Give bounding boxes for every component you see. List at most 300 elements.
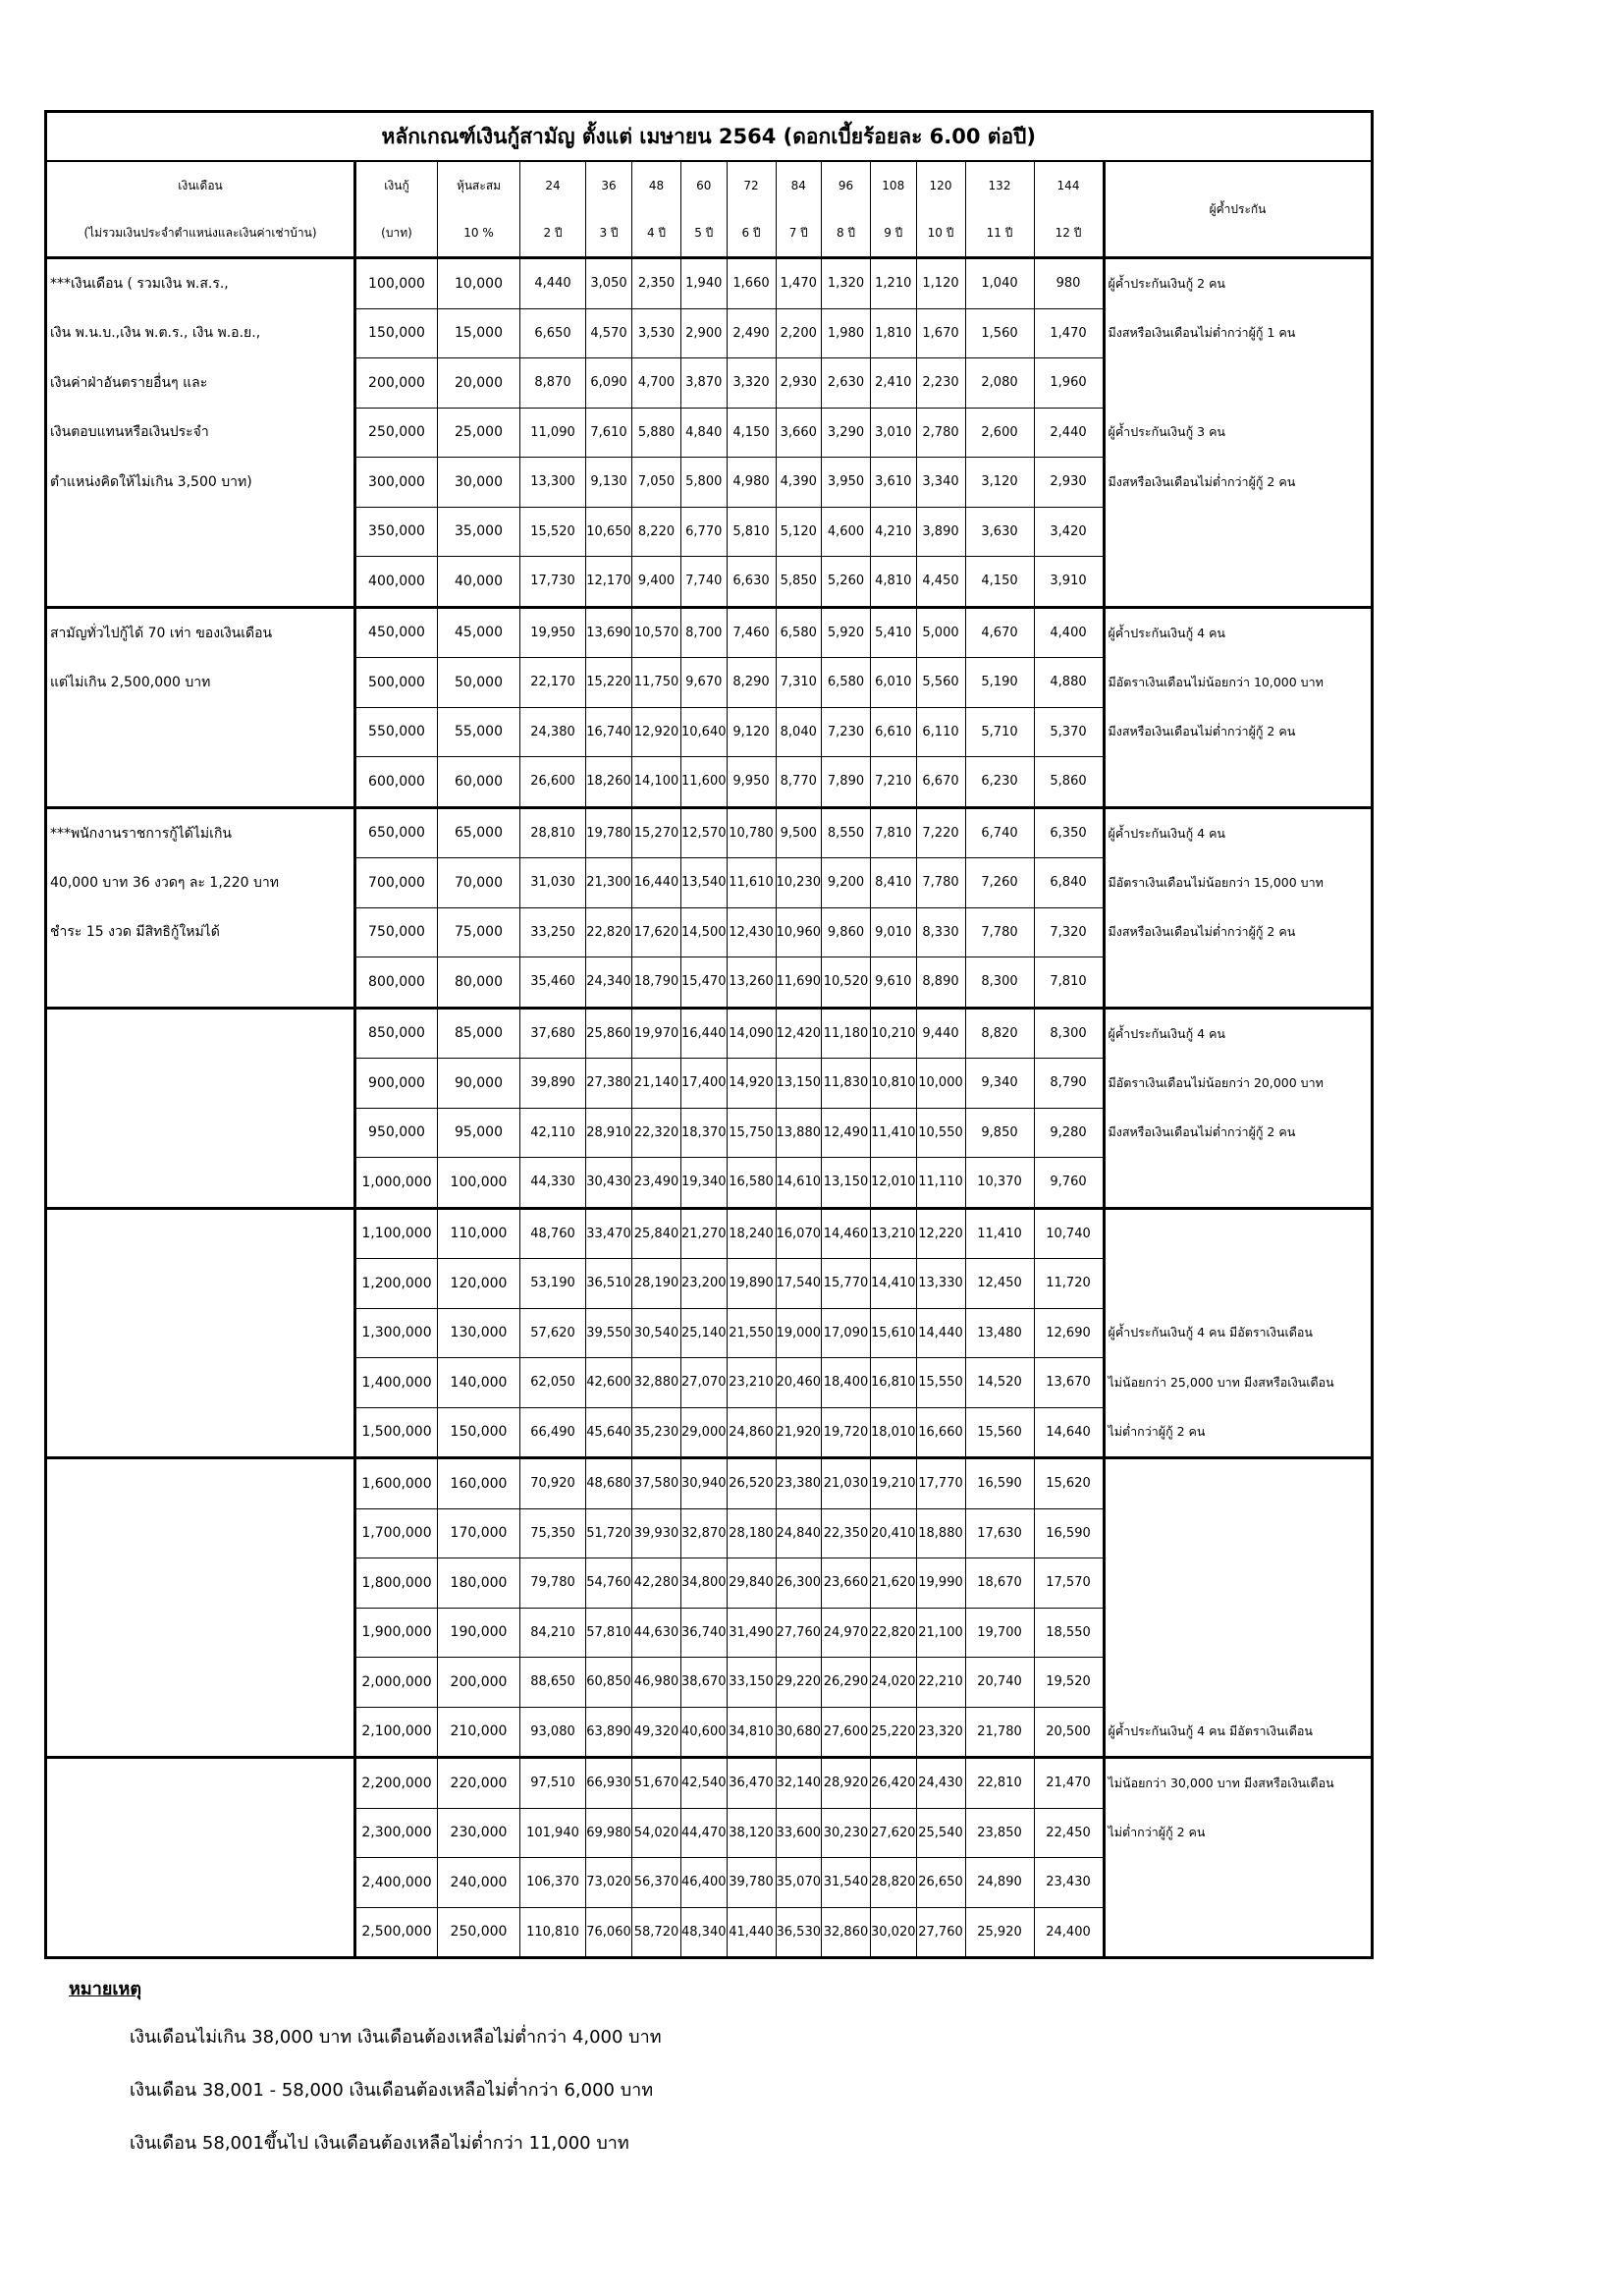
installment-cell: 16,740 (586, 707, 632, 757)
table-row (46, 308, 1373, 358)
installment-cell: 25,920 (965, 1907, 1034, 1958)
installment-cell: 4,440 (520, 258, 586, 309)
share-cell: 20,000 (438, 358, 520, 409)
share-cell: 190,000 (438, 1608, 520, 1658)
installment-cell: 66,490 (520, 1407, 586, 1458)
installment-cell: 16,660 (916, 1407, 965, 1458)
guarantor-cell: มีงสหรือเงินเดือนไม่ต่ำกว่าผู้กู้ 2 คน (1104, 1108, 1372, 1158)
installment-cell: 11,600 (681, 757, 728, 808)
share-cell: 25,000 (438, 408, 520, 458)
installment-cell: 4,810 (871, 557, 917, 608)
installment-cell: 23,210 (727, 1358, 776, 1408)
loan-amount-cell: 450,000 (355, 607, 438, 658)
installment-cell: 4,670 (965, 607, 1034, 658)
installment-cell: 14,410 (871, 1259, 917, 1309)
installment-cell: 49,320 (632, 1707, 681, 1758)
installment-cell: 3,610 (871, 458, 917, 508)
installment-cell: 12,170 (586, 557, 632, 608)
installment-cell: 21,140 (632, 1059, 681, 1109)
installment-cell: 10,640 (681, 707, 728, 757)
term-months-header: 60 (681, 161, 728, 209)
share-cell: 65,000 (438, 807, 520, 858)
installment-cell: 1,560 (965, 308, 1034, 358)
installment-cell: 38,120 (727, 1808, 776, 1858)
loan-amount-cell: 150,000 (355, 308, 438, 358)
loan-amount-cell: 750,000 (355, 907, 438, 957)
term-months-header: 36 (586, 161, 632, 209)
loan-amount-cell: 850,000 (355, 1008, 438, 1059)
table-row (46, 1158, 1373, 1209)
installment-cell: 5,920 (822, 607, 871, 658)
installment-cell: 10,960 (776, 907, 822, 957)
installment-cell: 2,490 (727, 308, 776, 358)
installment-cell: 2,440 (1034, 408, 1104, 458)
term-months-header: 48 (632, 161, 681, 209)
installment-cell: 7,260 (965, 858, 1034, 908)
guarantor-cell: ผู้ค้ำประกันเงินกู้ 4 คน (1104, 607, 1372, 658)
installment-cell: 10,230 (776, 858, 822, 908)
installment-cell: 1,960 (1034, 358, 1104, 409)
loan-amount-cell: 100,000 (355, 258, 438, 309)
installment-cell: 6,670 (916, 757, 965, 808)
table-row (46, 957, 1373, 1009)
installment-cell: 9,200 (822, 858, 871, 908)
installment-cell: 60,850 (586, 1658, 632, 1708)
table-row (46, 858, 1373, 908)
salary-note-cell: ***พนักงานราชการกู้ได้ไม่เกิน (46, 807, 355, 858)
installment-cell: 12,920 (632, 707, 681, 757)
installment-cell: 1,040 (965, 258, 1034, 309)
installment-cell: 23,490 (632, 1158, 681, 1209)
table-row (46, 1308, 1373, 1358)
installment-cell: 51,720 (586, 1508, 632, 1558)
installment-cell: 18,880 (916, 1508, 965, 1558)
installment-cell: 1,470 (1034, 308, 1104, 358)
installment-cell: 16,440 (681, 1008, 728, 1059)
installment-cell: 30,430 (586, 1158, 632, 1209)
installment-cell: 27,760 (916, 1907, 965, 1958)
remark-line: เงินเดือนไม่เกิน 38,000 บาท เงินเดือนต้องเหลือไม่ต่ำกว่า 4,000 บาท (130, 2027, 662, 2048)
installment-cell: 8,700 (681, 607, 728, 658)
installment-cell: 14,640 (1034, 1407, 1104, 1458)
installment-cell: 8,770 (776, 757, 822, 808)
salary-note-cell (46, 1158, 355, 1209)
installment-cell: 33,600 (776, 1808, 822, 1858)
installment-cell: 10,520 (822, 957, 871, 1009)
installment-cell: 14,520 (965, 1358, 1034, 1408)
table-row (46, 907, 1373, 957)
guarantor-cell: มีอัตราเงินเดือนไม่น้อยกว่า 20,000 บาท (1104, 1059, 1372, 1109)
guarantor-cell (1104, 757, 1372, 808)
installment-cell: 9,120 (727, 707, 776, 757)
installment-cell: 18,010 (871, 1407, 917, 1458)
installment-cell: 4,400 (1034, 607, 1104, 658)
term-years-header: 11 ปี (965, 209, 1034, 258)
installment-cell: 22,170 (520, 658, 586, 708)
installment-cell: 2,930 (1034, 458, 1104, 508)
share-cell: 230,000 (438, 1808, 520, 1858)
installment-cell: 13,690 (586, 607, 632, 658)
installment-cell: 19,990 (916, 1558, 965, 1609)
installment-cell: 6,610 (871, 707, 917, 757)
loan-amount-cell: 2,400,000 (355, 1858, 438, 1908)
installment-cell: 980 (1034, 258, 1104, 309)
installment-cell: 12,450 (965, 1259, 1034, 1309)
installment-cell: 39,890 (520, 1059, 586, 1109)
salary-note-cell (46, 1808, 355, 1858)
installment-cell: 8,820 (965, 1008, 1034, 1059)
table-row (46, 1259, 1373, 1309)
installment-cell: 27,760 (776, 1608, 822, 1658)
installment-cell: 93,080 (520, 1707, 586, 1758)
installment-cell: 11,830 (822, 1059, 871, 1109)
installment-cell: 22,820 (586, 907, 632, 957)
installment-cell: 18,370 (681, 1108, 728, 1158)
installment-cell: 3,890 (916, 507, 965, 557)
installment-cell: 3,950 (822, 458, 871, 508)
guarantor-cell: ผู้ค้ำประกันเงินกู้ 4 คน มีอัตราเงินเดือน (1104, 1707, 1372, 1758)
installment-cell: 23,380 (776, 1458, 822, 1509)
installment-cell: 9,340 (965, 1059, 1034, 1109)
loan-amount-cell: 1,100,000 (355, 1208, 438, 1259)
table-row (46, 707, 1373, 757)
salary-note-cell: ***เงินเดือน ( รวมเงิน พ.ส.ร., (46, 258, 355, 309)
table-row (46, 658, 1373, 708)
installment-cell: 8,890 (916, 957, 965, 1009)
installment-cell: 15,550 (916, 1358, 965, 1408)
installment-cell: 13,670 (1034, 1358, 1104, 1408)
installment-cell: 3,660 (776, 408, 822, 458)
installment-cell: 21,470 (1034, 1758, 1104, 1809)
share-cell: 70,000 (438, 858, 520, 908)
salary-note-cell: ชำระ 15 งวด มีสิทธิกู้ใหม่ได้ (46, 907, 355, 957)
term-years-header: 3 ปี (586, 209, 632, 258)
share-cell: 35,000 (438, 507, 520, 557)
loan-amount-cell: 2,000,000 (355, 1658, 438, 1708)
term-months-header: 24 (520, 161, 586, 209)
guarantor-cell (1104, 1658, 1372, 1708)
installment-cell: 25,540 (916, 1808, 965, 1858)
installment-cell: 3,630 (965, 507, 1034, 557)
table-row (46, 1208, 1373, 1259)
salary-note-cell (46, 707, 355, 757)
installment-cell: 8,040 (776, 707, 822, 757)
share-cell: 85,000 (438, 1008, 520, 1059)
table-row (46, 1008, 1373, 1059)
installment-cell: 22,450 (1034, 1808, 1104, 1858)
installment-cell: 12,430 (727, 907, 776, 957)
installment-cell: 14,920 (727, 1059, 776, 1109)
installment-cell: 15,750 (727, 1108, 776, 1158)
installment-cell: 5,370 (1034, 707, 1104, 757)
installment-cell: 69,980 (586, 1808, 632, 1858)
installment-cell: 30,540 (632, 1308, 681, 1358)
installment-cell: 5,850 (776, 557, 822, 608)
table-title: หลักเกณฑ์เงินกู้สามัญ ตั้งแต่ เมษายน 2564 (ดอกเบี้ยร้อยละ 6.00 ต่อปี) (46, 112, 1373, 162)
installment-cell: 3,910 (1034, 557, 1104, 608)
installment-cell: 33,150 (727, 1658, 776, 1708)
remarks-title: หมายเหตุ (69, 1979, 142, 1999)
loan-amount-cell: 600,000 (355, 757, 438, 808)
installment-cell: 4,150 (965, 557, 1034, 608)
salary-note-cell (46, 1008, 355, 1059)
salary-note-cell (46, 1108, 355, 1158)
installment-cell: 28,910 (586, 1108, 632, 1158)
installment-cell: 26,650 (916, 1858, 965, 1908)
installment-cell: 8,790 (1034, 1059, 1104, 1109)
installment-cell: 32,860 (822, 1907, 871, 1958)
installment-cell: 8,290 (727, 658, 776, 708)
installment-cell: 12,490 (822, 1108, 871, 1158)
installment-cell: 31,490 (727, 1608, 776, 1658)
installment-cell: 3,420 (1034, 507, 1104, 557)
loan-criteria-table (44, 110, 1374, 1959)
loan-amount-cell: 500,000 (355, 658, 438, 708)
installment-cell: 18,670 (965, 1558, 1034, 1609)
loan-amount-cell: 1,600,000 (355, 1458, 438, 1509)
installment-cell: 5,000 (916, 607, 965, 658)
installment-cell: 32,880 (632, 1358, 681, 1408)
guarantor-cell: มีงสหรือเงินเดือนไม่ต่ำกว่าผู้กู้ 2 คน (1104, 907, 1372, 957)
table-row (46, 1707, 1373, 1758)
table-row (46, 1808, 1373, 1858)
table-row (46, 1758, 1373, 1809)
share-cell: 95,000 (438, 1108, 520, 1158)
installment-cell: 24,020 (871, 1658, 917, 1708)
installment-cell: 4,880 (1034, 658, 1104, 708)
installment-cell: 2,200 (776, 308, 822, 358)
salary-note-cell (46, 1308, 355, 1358)
guarantor-cell (1104, 1508, 1372, 1558)
salary-note-cell (46, 1059, 355, 1109)
installment-cell: 38,670 (681, 1658, 728, 1708)
installment-cell: 2,630 (822, 358, 871, 409)
installment-cell: 9,610 (871, 957, 917, 1009)
installment-cell: 18,260 (586, 757, 632, 808)
installment-cell: 6,630 (727, 557, 776, 608)
guarantor-cell: ผู้ค้ำประกันเงินกู้ 2 คน (1104, 258, 1372, 309)
installment-cell: 23,200 (681, 1259, 728, 1309)
installment-cell: 11,750 (632, 658, 681, 708)
installment-cell: 4,840 (681, 408, 728, 458)
loan-amount-cell: 950,000 (355, 1108, 438, 1158)
installment-cell: 30,940 (681, 1458, 728, 1509)
installment-cell: 2,350 (632, 258, 681, 309)
installment-cell: 8,330 (916, 907, 965, 957)
installment-cell: 101,940 (520, 1808, 586, 1858)
installment-cell: 1,660 (727, 258, 776, 309)
installment-cell: 10,650 (586, 507, 632, 557)
installment-cell: 10,210 (871, 1008, 917, 1059)
installment-cell: 37,680 (520, 1008, 586, 1059)
installment-cell: 31,540 (822, 1858, 871, 1908)
loan-amount-cell: 1,700,000 (355, 1508, 438, 1558)
installment-cell: 10,370 (965, 1158, 1034, 1209)
guarantor-cell: ผู้ค้ำประกันเงินกู้ 4 คน มีอัตราเงินเดือน (1104, 1308, 1372, 1358)
installment-cell: 21,300 (586, 858, 632, 908)
installment-cell: 13,150 (822, 1158, 871, 1209)
share-cell: 170,000 (438, 1508, 520, 1558)
installment-cell: 27,070 (681, 1358, 728, 1408)
installment-cell: 7,230 (822, 707, 871, 757)
installment-cell: 23,430 (1034, 1858, 1104, 1908)
guarantor-cell (1104, 507, 1372, 557)
installment-cell: 30,020 (871, 1907, 917, 1958)
installment-cell: 24,970 (822, 1608, 871, 1658)
installment-cell: 36,530 (776, 1907, 822, 1958)
loan-amount-cell: 900,000 (355, 1059, 438, 1109)
guarantor-cell (1104, 557, 1372, 608)
installment-cell: 4,390 (776, 458, 822, 508)
installment-cell: 4,570 (586, 308, 632, 358)
table-row (46, 458, 1373, 508)
installment-cell: 33,470 (586, 1208, 632, 1259)
table-row (46, 258, 1373, 309)
loan-amount-cell: 2,100,000 (355, 1707, 438, 1758)
installment-cell: 13,330 (916, 1259, 965, 1309)
installment-cell: 6,580 (776, 607, 822, 658)
installment-cell: 45,640 (586, 1407, 632, 1458)
installment-cell: 58,720 (632, 1907, 681, 1958)
installment-cell: 19,700 (965, 1608, 1034, 1658)
installment-cell: 26,290 (822, 1658, 871, 1708)
installment-cell: 1,120 (916, 258, 965, 309)
term-months-header: 72 (727, 161, 776, 209)
installment-cell: 7,780 (965, 907, 1034, 957)
installment-cell: 25,840 (632, 1208, 681, 1259)
loan-amount-cell: 1,300,000 (355, 1308, 438, 1358)
installment-cell: 5,800 (681, 458, 728, 508)
installment-cell: 32,870 (681, 1508, 728, 1558)
installment-cell: 17,730 (520, 557, 586, 608)
salary-note-cell (46, 557, 355, 608)
installment-cell: 28,810 (520, 807, 586, 858)
installment-cell: 17,090 (822, 1308, 871, 1358)
installment-cell: 48,680 (586, 1458, 632, 1509)
installment-cell: 21,780 (965, 1707, 1034, 1758)
installment-cell: 9,010 (871, 907, 917, 957)
installment-cell: 17,570 (1034, 1558, 1104, 1609)
installment-cell: 15,770 (822, 1259, 871, 1309)
installment-cell: 1,670 (916, 308, 965, 358)
installment-cell: 12,570 (681, 807, 728, 858)
installment-cell: 57,620 (520, 1308, 586, 1358)
installment-cell: 14,100 (632, 757, 681, 808)
installment-cell: 35,230 (632, 1407, 681, 1458)
installment-cell: 7,460 (727, 607, 776, 658)
salary-note-cell (46, 1259, 355, 1309)
installment-cell: 5,560 (916, 658, 965, 708)
table-row (46, 1658, 1373, 1708)
installment-cell: 3,870 (681, 358, 728, 409)
installment-cell: 26,520 (727, 1458, 776, 1509)
installment-cell: 79,780 (520, 1558, 586, 1609)
installment-cell: 21,030 (822, 1458, 871, 1509)
installment-cell: 7,050 (632, 458, 681, 508)
loan-amount-cell: 550,000 (355, 707, 438, 757)
installment-cell: 23,660 (822, 1558, 871, 1609)
installment-cell: 34,800 (681, 1558, 728, 1609)
installment-cell: 19,780 (586, 807, 632, 858)
installment-cell: 5,410 (871, 607, 917, 658)
installment-cell: 14,440 (916, 1308, 965, 1358)
installment-cell: 6,740 (965, 807, 1034, 858)
table-row (46, 807, 1373, 858)
installment-cell: 6,090 (586, 358, 632, 409)
installment-cell: 36,470 (727, 1758, 776, 1809)
installment-cell: 7,320 (1034, 907, 1104, 957)
salary-note-cell (46, 757, 355, 808)
installment-cell: 17,770 (916, 1458, 965, 1509)
installment-cell: 11,610 (727, 858, 776, 908)
installment-cell: 20,410 (871, 1508, 917, 1558)
installment-cell: 48,340 (681, 1907, 728, 1958)
installment-cell: 7,810 (1034, 957, 1104, 1009)
installment-cell: 16,590 (1034, 1508, 1104, 1558)
loan-amount-cell: 400,000 (355, 557, 438, 608)
installment-cell: 19,970 (632, 1008, 681, 1059)
installment-cell: 2,930 (776, 358, 822, 409)
installment-cell: 57,810 (586, 1608, 632, 1658)
installment-cell: 40,600 (681, 1707, 728, 1758)
term-years-header: 12 ปี (1034, 209, 1104, 258)
installment-cell: 6,770 (681, 507, 728, 557)
installment-cell: 19,520 (1034, 1658, 1104, 1708)
installment-cell: 24,890 (965, 1858, 1034, 1908)
installment-cell: 29,000 (681, 1407, 728, 1458)
installment-cell: 18,400 (822, 1358, 871, 1408)
installment-cell: 10,000 (916, 1059, 965, 1109)
share-cell: 110,000 (438, 1208, 520, 1259)
guarantor-cell: มีอัตราเงินเดือนไม่น้อยกว่า 15,000 บาท (1104, 858, 1372, 908)
salary-note-cell: 40,000 บาท 36 งวดๆ ละ 1,220 บาท (46, 858, 355, 908)
guarantor-cell: มีงสหรือเงินเดือนไม่ต่ำกว่าผู้กู้ 2 คน (1104, 707, 1372, 757)
installment-cell: 46,400 (681, 1858, 728, 1908)
guarantor-cell: ไม่ต่ำกว่าผู้กู้ 2 คน (1104, 1808, 1372, 1858)
installment-cell: 17,620 (632, 907, 681, 957)
remarks-section (69, 1974, 662, 2181)
installment-cell: 22,320 (632, 1108, 681, 1158)
remark-line: เงินเดือน 38,001 - 58,000 เงินเดือนต้องเหลือไม่ต่ำกว่า 6,000 บาท (130, 2080, 654, 2101)
installment-cell: 24,430 (916, 1758, 965, 1809)
share-cell: 210,000 (438, 1707, 520, 1758)
term-years-header: 8 ปี (822, 209, 871, 258)
installment-cell: 84,210 (520, 1608, 586, 1658)
guarantor-cell: ไม่น้อยกว่า 25,000 บาท มีงสหรือเงินเดือน (1104, 1358, 1372, 1408)
installment-cell: 28,920 (822, 1758, 871, 1809)
share-cell: 50,000 (438, 658, 520, 708)
installment-cell: 44,330 (520, 1158, 586, 1209)
loan-amount-cell: 2,500,000 (355, 1907, 438, 1958)
installment-cell: 20,500 (1034, 1707, 1104, 1758)
installment-cell: 15,220 (586, 658, 632, 708)
installment-cell: 12,420 (776, 1008, 822, 1059)
guarantor-cell: ผู้ค้ำประกันเงินกู้ 3 คน (1104, 408, 1372, 458)
table-row (46, 1858, 1373, 1908)
installment-cell: 6,580 (822, 658, 871, 708)
guarantor-cell (1104, 1259, 1372, 1309)
installment-cell: 42,110 (520, 1108, 586, 1158)
installment-cell: 1,810 (871, 308, 917, 358)
guarantor-cell: มีงสหรือเงินเดือนไม่ต่ำกว่าผู้กู้ 2 คน (1104, 458, 1372, 508)
loan-amount-cell: 800,000 (355, 957, 438, 1009)
installment-cell: 24,860 (727, 1407, 776, 1458)
installment-cell: 7,780 (916, 858, 965, 908)
installment-cell: 7,810 (871, 807, 917, 858)
installment-cell: 5,860 (1034, 757, 1104, 808)
loan-amount-cell: 1,400,000 (355, 1358, 438, 1408)
installment-cell: 53,190 (520, 1259, 586, 1309)
